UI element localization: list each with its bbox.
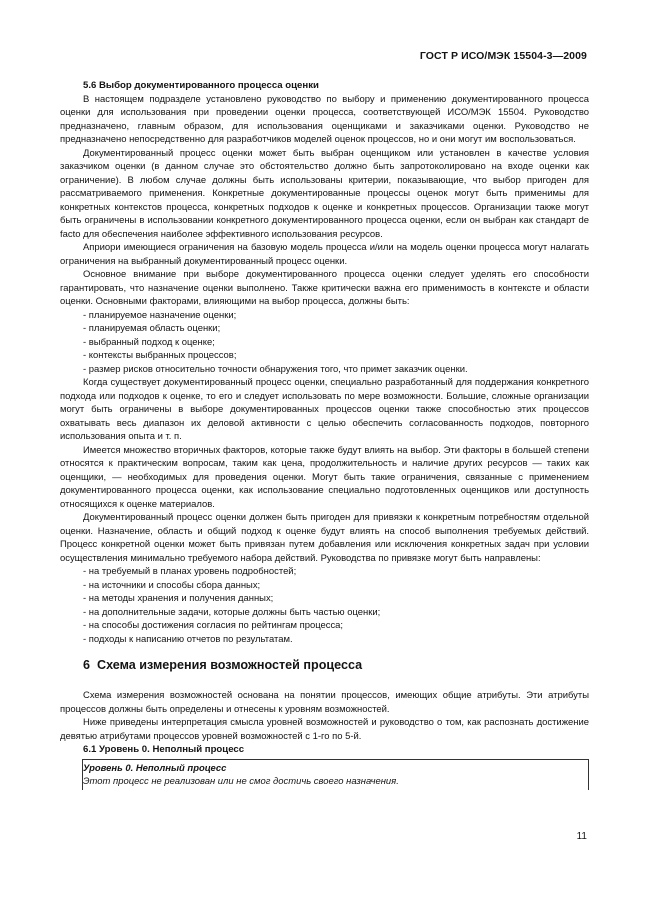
- tailoring-guides-list: [60, 565, 589, 646]
- list-item: - на методы хранения и получения данных;: [83, 592, 589, 606]
- section-5-6-paragraph-7: Документированный процесс оценки должен быть пригоден для привязки к конкретным потребностям отдельной оценки. Назначение, область и общий подход к оценке будут влиять на способ выполнения требуемых действий. Процесс конкретной оценки может быть привязан путем добавления или исключения конкретных задач при условии осуществления минимально требуемого набора действий. Руководства по привязке могут быть направлены:: [60, 512, 589, 564]
- list-item: - планируемое назначение оценки;: [83, 309, 589, 323]
- list-item: - контексты выбранных процессов;: [83, 349, 589, 363]
- list-item: - на дополнительные задачи, которые должны быть частью оценки;: [83, 606, 589, 620]
- section-6-heading: [60, 657, 589, 673]
- section-5-6-paragraph-1: В настоящем подразделе установлено руководство по выбору и применению документированного процесса оценки для использования при проведении оценки процесса, соответствующей ИСО/МЭК 15504. Руководство предназначено, главным образом, для использования оценщиками и заказчиками оценки. Руководство не предназначено непосредственно для разработчиков моделей оценок процессов, но и они могут им воспользоваться.: [60, 93, 589, 145]
- list-item: - выбранный подход к оценке;: [83, 336, 589, 350]
- section-5-6-paragraph-3: Априори имеющиеся ограничения на базовую модель процесса и/или на модель оценки процесса могут налагать ограничения на выбранный документированный процесс оценки.: [60, 242, 589, 267]
- section-6-title: Схема измерения возможностей процесса: [97, 658, 363, 672]
- list-item: - на требуемый в планах уровень подробностей;: [83, 565, 589, 579]
- level-description: Этот процесс не реализован или не смог достичь своего назначения.: [83, 776, 399, 787]
- document-header: ГОСТ Р ИСО/МЭК 15504-3—2009: [419, 50, 587, 62]
- list-item: - планируемая область оценки;: [83, 322, 589, 336]
- list-item: - размер рисков относительно точности обнаружения того, что примет заказчик оценки.: [83, 363, 589, 377]
- section-6-number: 6: [83, 658, 91, 672]
- section-6-paragraph-1: Схема измерения возможностей основана на понятии процессов, имеющих общие атрибуты. Эти атрибуты процессов должны быть определены и отнесены к уровням возможностей.: [60, 690, 589, 715]
- list-item: - подходы к написанию отчетов по результатам.: [83, 633, 589, 647]
- section-6-1-heading: 6.1 Уровень 0. Неполный процесс: [83, 744, 245, 755]
- list-item: - на источники и способы сбора данных;: [83, 579, 589, 593]
- level-title: Уровень 0. Неполный процесс: [83, 762, 227, 774]
- section-5-6-paragraph-2: Документированный процесс оценки может быть выбран оценщиком или установлен в качестве условия заказчиком оценки (в данном случае это обстоятельство должно быть запротоколировано на входе оценки как ограничение). В любом случае должны быть использованы критерии, показывающие, что выбор пригоден для рассматриваемого применения. Конкретные документированные процессы оценок могут быть применимы для конкретных контекстов процесса, конкретных подходов к оценке и конкретных процессов. Организации также могут быть ограничены в использовании конкретного документированного процесса оценки, если он выбран как стандарт de facto для обеспечения наиболее эффективного использования ресурсов.: [60, 147, 589, 240]
- section-5-6-paragraph-5: Когда существует документированный процесс оценки, специально разработанный для поддержания конкретного подхода или подходов к оценке, то его и следует использовать по мере возможности. Большие, сложные организации могут быть ограничены в выборе документированных процессов оценки также способностью этих процессов охватывать весь диапазон их деловой активности с целью обеспечить согласованность подходов, повторного использования опыта и т. п.: [60, 377, 589, 442]
- section-5-6-paragraph-6: Имеется множество вторичных факторов, которые также будут влиять на выбор. Эти факторы в большей степени относятся к практическим вопросам, таким как цена, продолжительность и наличие других ресурсов — таких как оценщики, — необходимых для проведения оценки. Могут быть такие ограничения, связанные с применением документированного процесса оценки, как использование специально подготовленных оценщиков или доступность относящихся к оценке материалов.: [60, 444, 589, 510]
- list-item: - на способы достижения согласия по рейтингам процесса;: [83, 619, 589, 633]
- page-content: [60, 79, 589, 790]
- section-5-6-paragraph-4: Основное внимание при выборе документированного процесса оценки следует уделять его способности гарантировать, что назначение оценки выполнено. Также критически важна его применимость в контексте и области оценки. Основными факторами, влияющими на выбор процесса, должны быть:: [60, 269, 589, 307]
- section-6-paragraph-2: Ниже приведены интерпретация смысла уровней возможностей и руководство о том, как распознать достижение девятью атрибутами процессов уровней возможностей с 1-го по 5-й.: [60, 717, 589, 742]
- selection-factors-list: [60, 309, 589, 377]
- section-5-6-heading: 5.6 Выбор документированного процесса оценки: [83, 80, 319, 91]
- page-number: 11: [576, 831, 587, 842]
- level-definition-box: [82, 759, 589, 790]
